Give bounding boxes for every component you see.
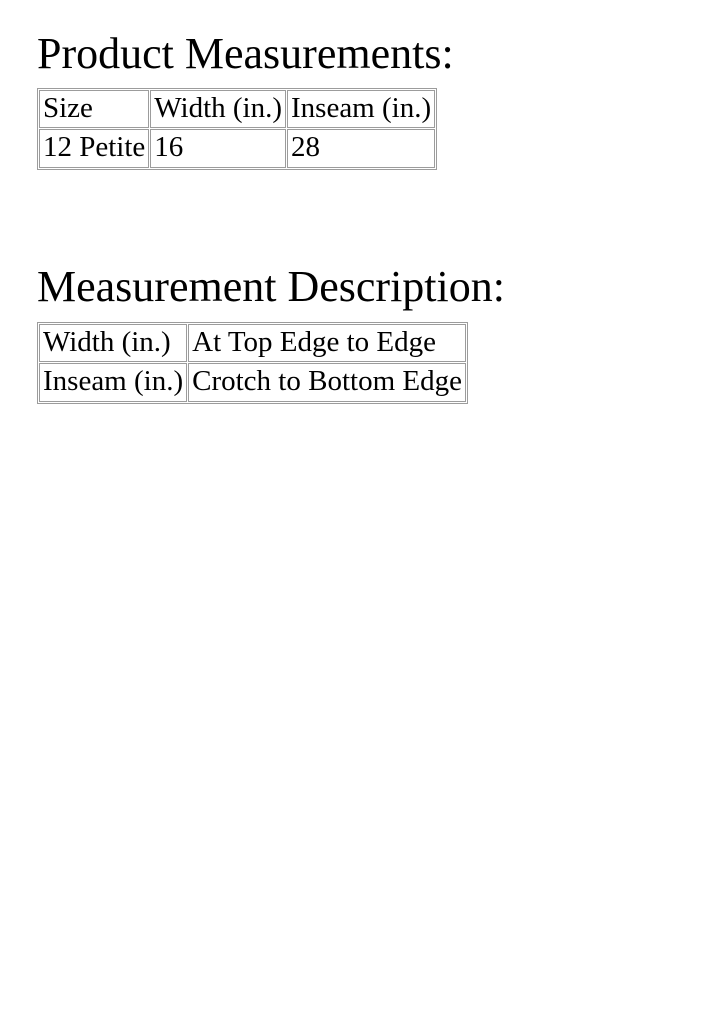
measurements-header-row (39, 90, 435, 128)
measurements-value-row (39, 129, 435, 167)
description-row-inseam (39, 363, 466, 401)
header-cell-size: Size (39, 90, 149, 128)
product-measurements-title: Product Measurements: (37, 29, 454, 78)
cell-width-description: At Top Edge to Edge (188, 324, 466, 362)
measurement-description-title: Measurement Description: (37, 261, 505, 311)
product-measurements-table (37, 88, 437, 170)
header-cell-inseam: Inseam (in.) (287, 90, 435, 128)
cell-inseam-description: Crotch to Bottom Edge (188, 363, 466, 401)
header-cell-width: Width (in.) (150, 90, 286, 128)
cell-width-value: 16 (150, 129, 286, 167)
measurement-description-table (37, 322, 468, 404)
description-row-width (39, 324, 466, 362)
cell-size-value: 12 Petite (39, 129, 149, 167)
cell-inseam-term: Inseam (in.) (39, 363, 187, 401)
cell-width-term: Width (in.) (39, 324, 187, 362)
cell-inseam-value: 28 (287, 129, 435, 167)
